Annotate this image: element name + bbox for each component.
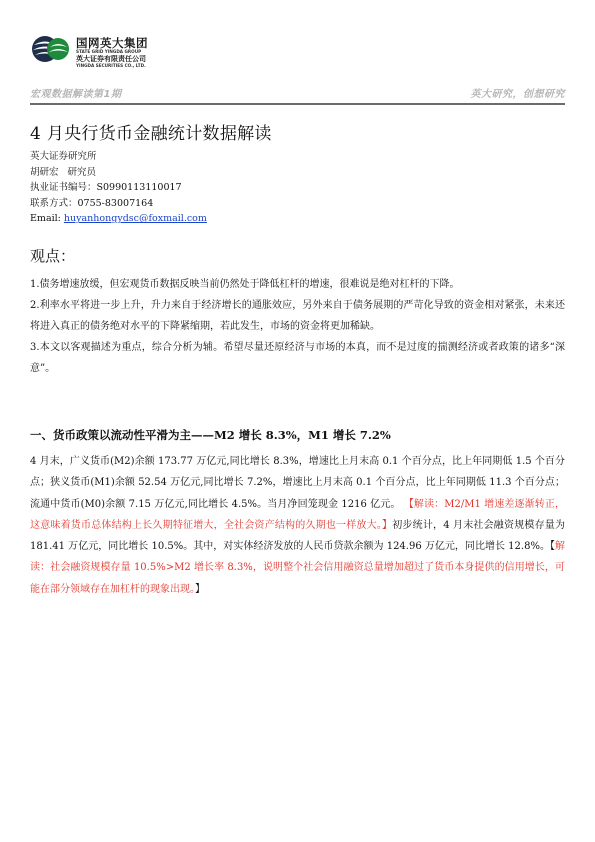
author-email-row [30,211,207,227]
viewpoint-list [30,274,565,379]
logo-company-en: STATE GRID YINGDA GROUP [76,49,142,54]
section-body [30,451,565,600]
body-paragraph: 初步统计，4 月末社会融资规模存量为 181.41 万亿元，同比增长 10.5%。其中，对实体经济发放的人民币贷款余额为 124.96 万亿元，同比增长 12.8%。 [30,519,566,553]
viewpoint-item: 1.债务增速放缓，但宏观货币数据反映当前仍然处于降低杠杆的增速，很难说是绝对杠杆的下降。 [30,279,460,290]
note-bracket-open: 【 [549,541,555,553]
logo-company-cn: 国网英大集团 [76,36,148,50]
author-block [30,149,207,227]
section-heading: 一、货币政策以流动性平滑为主——M2 增长 8.3%，M1 增长 7.2% [30,428,391,442]
logo-subsidiary-en: YINGDA SECURITIES CO., LTD. [76,63,146,68]
brand-slogan: 英大研究，创想研究 [470,89,565,100]
page-title: 4 月央行货币金融统计数据解读 [30,124,272,144]
interpretation-note: 解读：社会融资规模存量 10.5%>M2 增长率 8.3%，说明整个社会信用融资总量增加超过了货币本身提供的信用增长，可能在部分领域存在加杠杆的现象出现。 [30,541,565,595]
header-divider [30,103,565,105]
email-label: Email: [30,213,64,225]
author-phone: 联系方式：0755-83007164 [30,197,154,209]
email-link[interactable]: huyanhongydsc@foxmail.com [63,213,207,225]
interpretation-note: 【解读：M2/M1 增速差逐渐转正，这意味着货币总体结构上长久期特征增大，全社会资产结构的久期也一样放大。】 [30,498,565,531]
author-name-role: 胡研宏 研究员 [30,166,97,178]
series-label: 宏观数据解读第1期 [30,89,122,100]
author-institute: 英大证券研究所 [30,151,97,162]
logo-subsidiary-cn: 英大证券有限责任公司 [76,55,146,63]
viewpoint-heading: 观点： [30,247,76,265]
author-license: 执业证书编号：S0990113110017 [30,182,182,194]
viewpoint-item: 3.本文以客观描述为重点，综合分析为辅。希望尽量还原经济与市场的本真，而不是过度的揣测经济或者政策的诸多“深意”。 [30,342,565,374]
state-grid-logo-icon [30,34,72,64]
note-bracket-close: 】 [195,583,205,595]
viewpoint-item: 2.利率水平将进一步上升，升力来自于经济增长的通胀效应，另外来自于债务展期的严苛化导致的资金相对紧张，未来还将进入真正的债务绝对水平的下降紧缩期，若此发生，市场的资金将更加稀缺。 [30,300,565,332]
company-logo [30,34,190,68]
body-paragraph: 4 月末，广义货币(M2)余额 173.77 万亿元,同比增长 8.3%，增速比上月末高 0.1 个百分点，比上年同期低 1.5 个百分点；狭义货币(M1)余额 52.54 万亿元,同比增长 7.2%，增速比上月末高 0.1 个百分点，比上年同期低 11.3 个百分点；流通中货币(M0)余额 7.15 万亿元,同比增长 4.5%。当月净回笼现金 1216 亿元。 [30,456,565,510]
